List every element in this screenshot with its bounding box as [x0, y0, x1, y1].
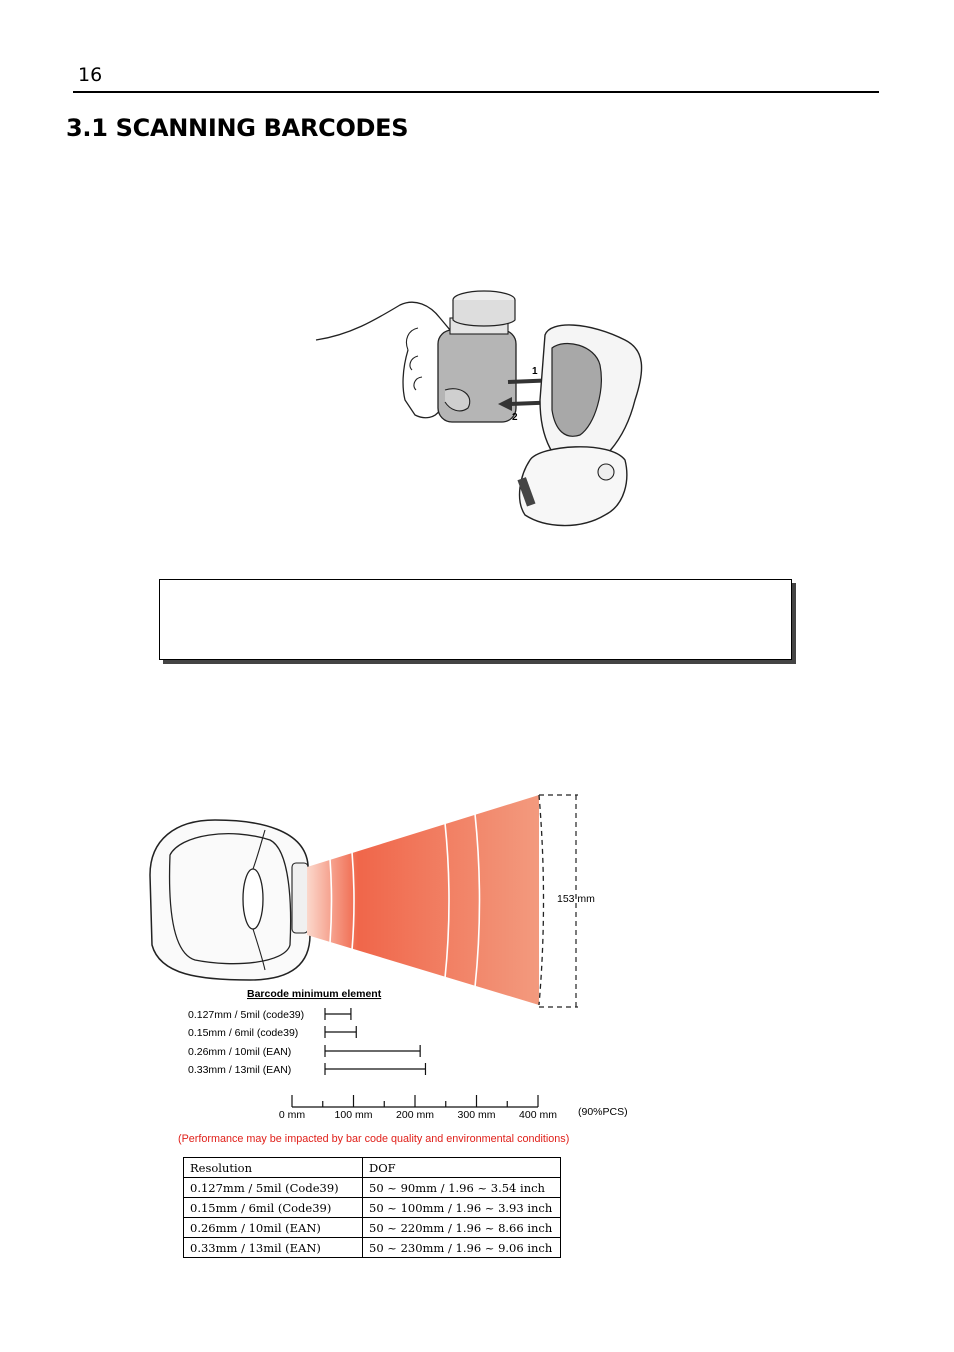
dof-element-label: 0.26mm / 10mil (EAN): [188, 1046, 292, 1058]
beam-far-edge: [539, 795, 544, 1005]
dof-diagram: [140, 785, 640, 1150]
table-row: [184, 1198, 561, 1218]
disclaimer: (Performance may be impacted by bar code quality and environmental conditions): [178, 1133, 570, 1145]
table-cell: 0.26mm / 10mil (EAN): [184, 1218, 363, 1238]
scanner-top-view: [150, 820, 310, 980]
arrow-1-label: 1: [532, 366, 538, 377]
dof-table: [183, 1157, 561, 1258]
height-label: 153 mm: [557, 893, 595, 905]
dof-element-label: 0.15mm / 6mil (code39): [188, 1027, 299, 1039]
bottle-body: [438, 330, 516, 422]
table-row: [184, 1238, 561, 1258]
table-cell: 50 ~ 230mm / 1.96 ~ 9.06 inch: [363, 1238, 561, 1258]
axis-tick-label: 100 mm: [334, 1109, 373, 1121]
scanner-nose: [292, 863, 308, 933]
axis-tick-label: 300 mm: [457, 1109, 496, 1121]
bottle-cap-side: [453, 300, 515, 326]
scanner-shell: [150, 820, 310, 980]
header-rule: [73, 91, 879, 93]
legend-title: Barcode minimum element: [247, 988, 382, 1000]
page-number: 16: [78, 64, 103, 86]
table-row: [184, 1178, 561, 1198]
scanner-stand: [520, 447, 627, 526]
table-header-cell: Resolution: [184, 1158, 363, 1178]
scan-beam: [307, 795, 539, 1005]
axis-tick-label: 0 mm: [278, 1109, 306, 1121]
pcs-label: (90%PCS): [578, 1106, 628, 1118]
dof-element-label: 0.33mm / 13mil (EAN): [188, 1064, 292, 1076]
table-cell: 0.15mm / 6mil (Code39): [184, 1198, 363, 1218]
section-title: 3.1 SCANNING BARCODES: [66, 114, 409, 142]
axis-tick-label: 400 mm: [519, 1109, 557, 1121]
dof-bars: [188, 1008, 425, 1076]
dof-axis: [279, 1095, 557, 1121]
arrow-2-label: 2: [512, 412, 518, 423]
dof-element-label: 0.127mm / 5mil (code39): [188, 1009, 305, 1021]
table-header-cell: DOF: [363, 1158, 561, 1178]
table-row: [184, 1218, 561, 1238]
hand-outline: [316, 302, 450, 417]
table-cell: 50 ~ 90mm / 1.96 ~ 3.54 inch: [363, 1178, 561, 1198]
table-cell: 50 ~ 100mm / 1.96 ~ 3.93 inch: [363, 1198, 561, 1218]
table-cell: 50 ~ 220mm / 1.96 ~ 8.66 inch: [363, 1218, 561, 1238]
table-cell: 0.127mm / 5mil (Code39): [184, 1178, 363, 1198]
table-cell: 0.33mm / 13mil (EAN): [184, 1238, 363, 1258]
note-box: [159, 579, 792, 660]
scanner-lens: [243, 869, 263, 929]
fingers-outline: [406, 328, 422, 390]
axis-tick-label: 200 mm: [396, 1109, 434, 1121]
scanning-illustration: [300, 290, 660, 535]
scanner-button: [598, 464, 614, 480]
table-header-row: [184, 1158, 561, 1178]
